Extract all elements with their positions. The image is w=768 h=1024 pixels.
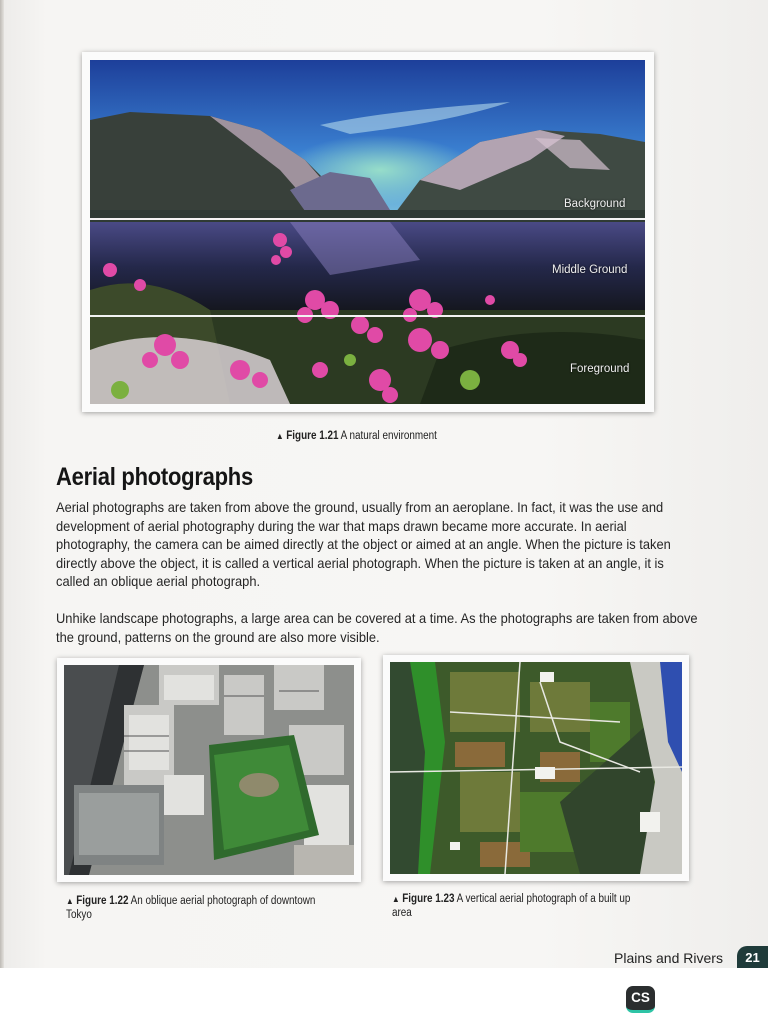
figure-1-23-caption xyxy=(392,892,630,920)
label-foreground: Foreground xyxy=(570,363,630,375)
triangle-icon: ▲ xyxy=(276,431,284,441)
section-heading: Aerial photographs xyxy=(56,463,253,491)
triangle-icon: ▲ xyxy=(392,894,400,904)
caption-figure-number: Figure 1.23 xyxy=(402,893,455,905)
figure-1-23-frame xyxy=(383,655,689,881)
oblique-city-illustration xyxy=(64,665,354,875)
paragraph-1: Aerial photographs are taken from above the ground, usually from an aeroplane. In fact, it was the use and development of aerial photography during the war that maps drawn became more accurate. In aerial photography, the camera can be aimed directly at the object or aimed at an angle. When the picture is taken directly above the object, it is called a vertical aerial photograph. When the picture is taken at an angle, it is called an oblique aerial photograph. xyxy=(56,499,671,589)
caption-figure-number: Figure 1.21 xyxy=(286,430,339,442)
figure-1-21-caption xyxy=(276,429,437,443)
natural-environment-photo xyxy=(90,60,645,404)
label-middle-ground: Middle Ground xyxy=(552,264,628,276)
caption-text: An oblique aerial photograph of downtown xyxy=(128,895,316,907)
chapter-title: Plains and Rivers xyxy=(614,950,723,966)
page-edge xyxy=(0,0,4,968)
page-number: 21 xyxy=(737,946,768,968)
caption-text-line-2: Tokyo xyxy=(66,909,92,921)
label-background: Background xyxy=(564,198,626,210)
triangle-icon: ▲ xyxy=(66,896,74,906)
vertical-aerial-illustration xyxy=(390,662,682,874)
landscape-illustration xyxy=(90,60,645,404)
caption-figure-number: Figure 1.22 xyxy=(76,895,129,907)
camscanner-logo-icon: CS xyxy=(626,986,655,1013)
vertical-aerial-photo xyxy=(390,662,682,874)
paragraph-2: Unhike landscape photographs, a large area can be covered at a time. As the photographs are taken from above the ground, patterns on the ground are also more visible. xyxy=(56,610,698,645)
caption-text: A vertical aerial photograph of a built up xyxy=(454,893,631,905)
figure-1-22-caption xyxy=(66,894,315,922)
figure-1-22-frame xyxy=(57,658,361,882)
tokyo-oblique-photo xyxy=(64,665,354,875)
caption-text-line-2: area xyxy=(392,907,412,919)
caption-text: A natural environment xyxy=(338,430,437,442)
figure-1-21-frame xyxy=(82,52,654,412)
